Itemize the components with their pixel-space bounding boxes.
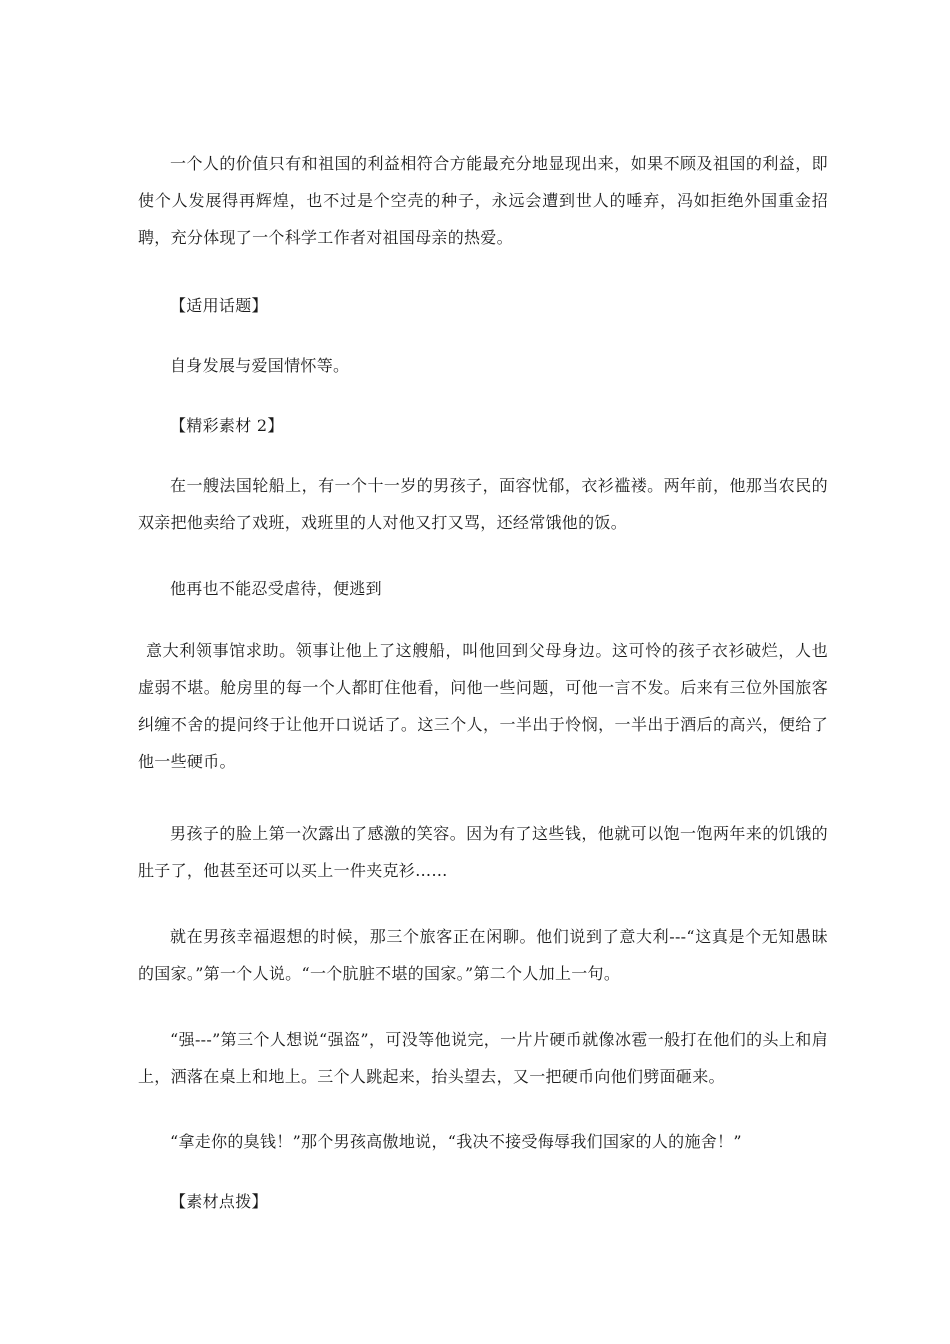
paragraph-chat: 就在男孩幸福遐想的时候，那三个旅客正在闲聊。他们说到了意大利---“这真是个无知愚昧的国家。”第一个人说。“一个肮脏不堪的国家。”第二个人加上一句。 (138, 927, 828, 983)
paragraph-consulate: 意大利领事馆求助。领事让他上了这艘船，叫他回到父母身边。这可怜的孩子衣衫破烂，人也虚弱不堪。舱房里的每一个人都盯住他看，问他一些问题，可他一言不发。后来有三位外国旅客纠缠不舍的提问终于让他开口说话了。这三个人，一半出于怜悯，一半出于酒后的高兴，便给了他一些硬币。 (138, 641, 828, 771)
paragraph-smile: 男孩子的脸上第一次露出了感激的笑容。因为有了这些钱，他就可以饱一饱两年来的饥饿的肚子了，他甚至还可以买上一件夹克衫…… (138, 824, 828, 880)
paragraph-story-intro: 在一艘法国轮船上，有一个十一岁的男孩子，面容忧郁，衣衫褴褛。两年前，他那当农民的双亲把他卖给了戏班，戏班里的人对他又打又骂，还经常饿他的饭。 (138, 476, 828, 532)
paragraph-refusal: “拿走你的臭钱！”那个男孩高傲地说，“我决不接受侮辱我们国家的人的施舍！” (170, 1132, 742, 1151)
paragraph-coins: “强---”第三个人想说“强盗”，可没等他说完，一片片硬币就像冰雹一般打在他们的头上和肩上，洒落在桌上和地上。三个人跳起来，抬头望去，又一把硬币向他们劈面砸来。 (138, 1030, 828, 1086)
heading-material-commentary: 【素材点拨】 (170, 1192, 268, 1211)
paragraph-topics: 自身发展与爱国情怀等。 (170, 356, 350, 375)
paragraph-escape: 他再也不能忍受虐待，便逃到 (170, 579, 382, 598)
paragraph-conclusion: 一个人的价值只有和祖国的利益相符合方能最充分地显现出来，如果不顾及祖国的利益，即使个人发展得再辉煌，也不过是个空壳的种子，永远会遭到世人的唾弃，冯如拒绝外国重金招聘，充分体现了一个科学工作者对祖国母亲的热爱。 (138, 154, 828, 247)
heading-material-2: 【精彩素材 2】 (170, 416, 284, 435)
heading-applicable-topics: 【适用话题】 (170, 296, 268, 315)
